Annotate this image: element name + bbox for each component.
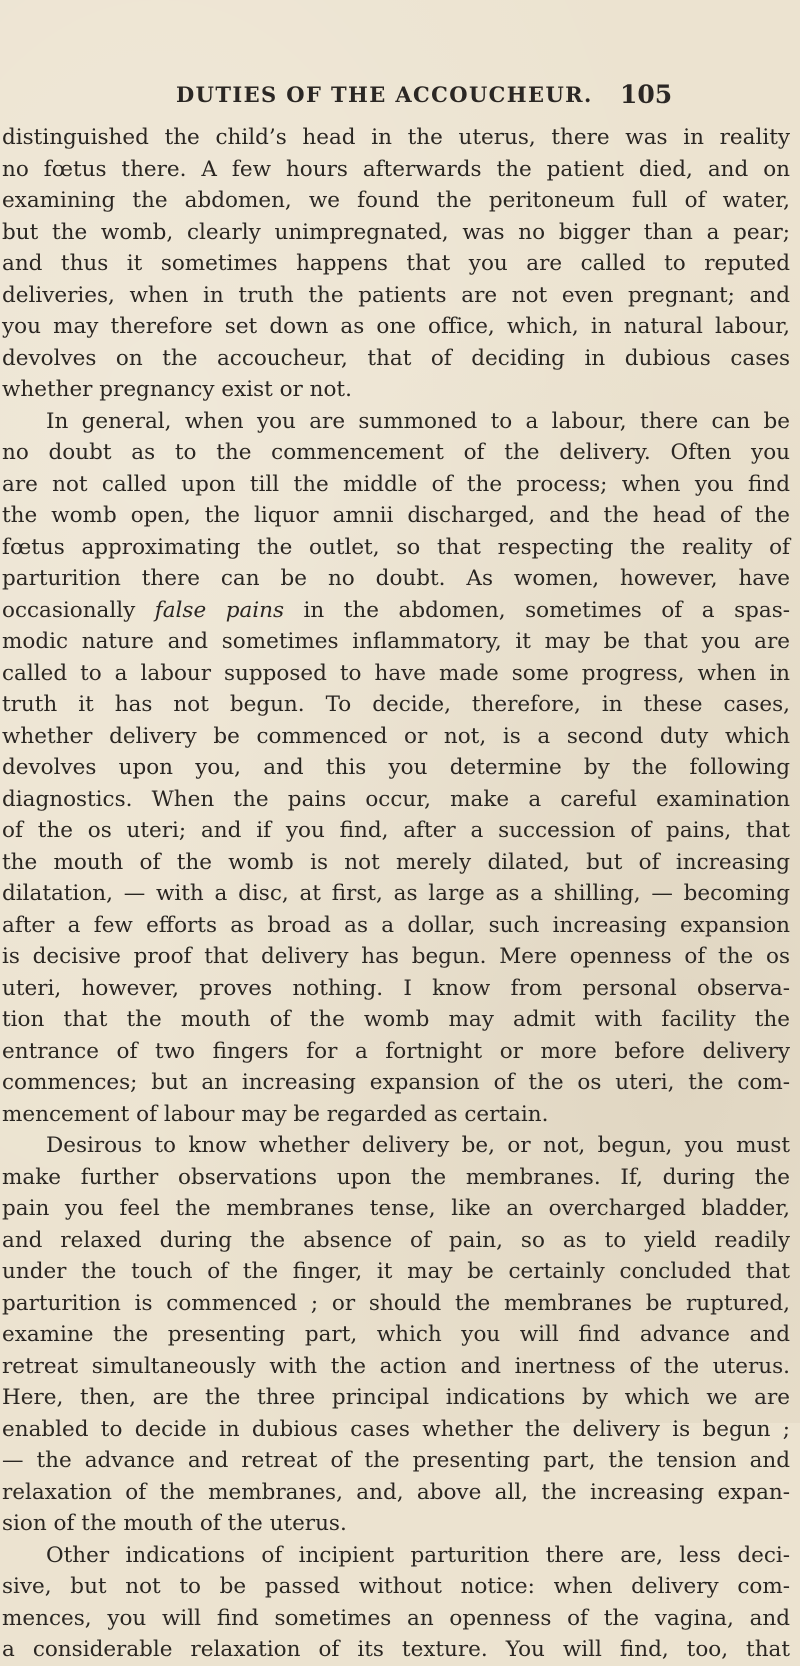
text-line: is decisive proof that delivery has begun. Mere openness of the os: [2, 944, 790, 969]
text-line: enabled to decide in dubious cases whether the delivery is begun ;: [2, 1416, 790, 1442]
text-line: make further observations upon the membranes. If, during the: [2, 1164, 790, 1190]
text-line: you may therefore set down as one office, which, in natural labour,: [2, 314, 790, 339]
text-line: Other indications of incipient parturition there are, less deci-: [46, 1542, 790, 1568]
text-line: after a few efforts as broad as a dollar, such increasing expansion: [2, 912, 790, 938]
text-line: the womb open, the liquor amnii discharged, and the head of the: [2, 503, 790, 528]
text-line: pain you feel the membranes tense, like an overcharged bladder,: [2, 1196, 790, 1221]
text-line: under the touch of the finger, it may be certainly concluded that: [2, 1259, 790, 1284]
text-line: examining the abdomen, we found the peritoneum full of water,: [2, 188, 790, 213]
text-line: no fœtus there. A few hours afterwards the patient died, and on: [2, 156, 790, 182]
text-line: are not called upon till the middle of the process; when you find: [2, 471, 790, 497]
body-text: [0, 122, 800, 1666]
text-line: retreat simultaneously with the action and inertness of the uterus.: [2, 1353, 790, 1379]
text-line: devolves upon you, and this you determine by the following: [2, 755, 790, 780]
text-line: a considerable relaxation of its texture. You will find, too, that: [2, 1637, 790, 1662]
text-line: of the os uteri; and if you find, after a succession of pains, that: [2, 818, 790, 843]
text-line: devolves on the accoucheur, that of deciding in dubious cases: [2, 345, 790, 371]
text-line: — the advance and retreat of the presenting part, the tension and: [2, 1448, 790, 1473]
text-line: and thus it sometimes happens that you are called to reputed: [2, 251, 790, 276]
text-line: uteri, however, proves nothing. I know from personal observa-: [2, 975, 790, 1001]
text-line: parturition is commenced ; or should the membranes be ruptured,: [2, 1290, 790, 1316]
text-line: mencement of labour may be regarded as certain.: [2, 1101, 549, 1127]
text-line: mences, you will find sometimes an openness of the vagina, and: [2, 1605, 790, 1631]
text-line: sion of the mouth of the uterus.: [2, 1511, 347, 1536]
text-line: distinguished the child’s head in the uterus, there was in reality: [2, 125, 790, 150]
text-line: dilatation, — with a disc, at first, as large as a shilling, — becoming: [2, 881, 790, 906]
text-line: the mouth of the womb is not merely dilated, but of increasing: [2, 849, 790, 875]
text-line: diagnostics. When the pains occur, make a careful examination: [2, 786, 790, 812]
text-line: occasionally false pains in the abdomen, sometimes of a spas-: [2, 597, 790, 623]
text-line: sive, but not to be passed without notice: when delivery com-: [2, 1574, 790, 1599]
text-line: no doubt as to the commencement of the delivery. Often you: [2, 440, 790, 465]
text-line: examine the presenting part, which you will find advance and: [2, 1322, 790, 1347]
text-line: entrance of two fingers for a fortnight or more before delivery: [2, 1038, 790, 1064]
text-line: but the womb, clearly unimpregnated, was no bigger than a pear;: [2, 219, 790, 245]
text-line: truth it has not begun. To decide, therefore, in these cases,: [2, 692, 790, 717]
text-line: Desirous to know whether delivery be, or not, begun, you must: [46, 1133, 790, 1158]
text-line: deliveries, when in truth the patients are not even pregnant; and: [2, 282, 790, 308]
text-line: whether pregnancy exist or not.: [2, 377, 352, 402]
text-line: relaxation of the membranes, and, above all, the increasing expan-: [2, 1479, 790, 1505]
page-number: 105: [620, 80, 673, 109]
text-line: whether delivery be commenced or not, is a second duty which: [2, 723, 790, 749]
running-head: DUTIES OF THE ACCOUCHEUR.: [176, 82, 593, 107]
italic-phrase: false pains: [154, 597, 285, 623]
page-header: [0, 78, 800, 112]
text-line: Here, then, are the three principal indications by which we are: [2, 1385, 790, 1410]
text-line: tion that the mouth of the womb may admit with facility the: [2, 1007, 790, 1032]
text-line: parturition there can be no doubt. As women, however, have: [2, 566, 790, 591]
text-line: modic nature and sometimes inflammatory, it may be that you are: [2, 629, 790, 654]
text-line: fœtus approximating the outlet, so that respecting the reality of: [2, 534, 790, 560]
text-line: and relaxed during the absence of pain, so as to yield readily: [2, 1227, 790, 1253]
text-line: called to a labour supposed to have made some progress, when in: [2, 660, 790, 686]
text-line: commences; but an increasing expansion of the os uteri, the com-: [2, 1070, 790, 1095]
text-line: In general, when you are summoned to a labour, there can be: [46, 408, 790, 434]
